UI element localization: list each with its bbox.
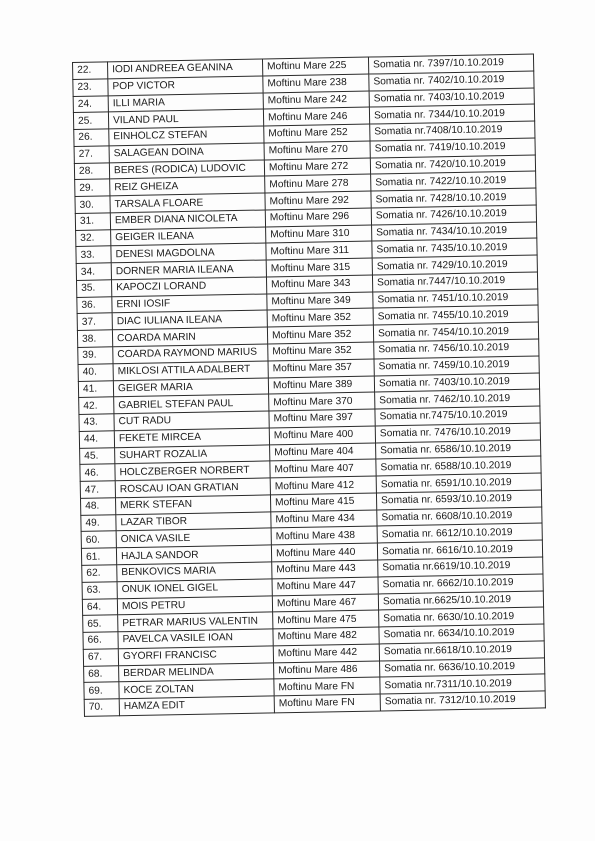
address-cell: Moftinu Mare 246 (263, 107, 369, 126)
name-cell: DENESI MAGDOLNA (111, 243, 266, 263)
address-cell: Moftinu Mare 438 (271, 526, 377, 545)
row-number-cell: 69. (84, 682, 119, 699)
address-cell: Moftinu Mare 242 (263, 91, 369, 110)
address-cell: Moftinu Mare FN (274, 677, 380, 696)
address-cell: Moftinu Mare 370 (269, 392, 375, 411)
address-cell: Moftinu Mare 315 (266, 258, 372, 277)
roster-table-body (73, 54, 546, 716)
address-cell: Moftinu Mare 352 (268, 342, 374, 361)
address-cell: Moftinu Mare 343 (266, 275, 372, 294)
address-cell: Moftinu Mare 404 (270, 443, 376, 462)
address-cell: Moftinu Mare 412 (270, 476, 376, 495)
address-cell: Moftinu Mare 310 (266, 225, 372, 244)
row-number-cell: 31. (75, 213, 110, 230)
name-cell: MERK STEFAN (115, 495, 270, 515)
document-cell: Somatia nr. 6591/10.10.2019 (376, 473, 541, 493)
name-cell: BENKOVICS MARIA (117, 562, 272, 582)
row-number-cell: 70. (84, 699, 119, 716)
table-container (72, 54, 544, 717)
row-number-cell: 23. (73, 79, 108, 96)
address-cell: Moftinu Mare 296 (265, 208, 371, 227)
roster-table (72, 54, 546, 717)
name-cell: GEIGER ILEANA (111, 227, 266, 247)
name-cell: IODI ANDREEA GEANINA (108, 59, 263, 79)
name-cell: SALAGEAN DOINA (109, 143, 264, 163)
document-cell: Somatia nr. 7451/10.10.2019 (373, 289, 538, 309)
document-cell: Somatia nr. 6662/10.10.2019 (378, 574, 543, 594)
document-cell: Somatia nr. 7397/10.10.2019 (368, 54, 533, 74)
row-number-cell: 26. (74, 129, 109, 146)
row-number-cell: 22. (73, 62, 108, 79)
row-number-cell: 24. (73, 95, 108, 112)
document-cell: Somatia nr. 7459/10.10.2019 (374, 356, 539, 376)
name-cell: GYORFI FRANCISC (118, 646, 273, 666)
row-number-cell: 42. (79, 397, 114, 414)
document-cell: Somatia nr. 7454/10.10.2019 (373, 322, 538, 342)
row-number-cell: 27. (74, 146, 109, 163)
document-cell: Somatia nr.6625/10.10.2019 (378, 590, 543, 610)
address-cell: Moftinu Mare 278 (265, 174, 371, 193)
name-cell: ILLI MARIA (108, 93, 263, 113)
address-cell: Moftinu Mare 352 (267, 309, 373, 328)
document-cell: Somatia nr. 6586/10.10.2019 (376, 440, 541, 460)
name-cell: VILAND PAUL (108, 109, 263, 129)
name-cell: DIAC IULIANA ILEANA (112, 310, 267, 330)
address-cell: Moftinu Mare 475 (273, 610, 379, 629)
document-cell: Somatia nr. 7426/10.10.2019 (371, 205, 536, 225)
name-cell: KAPOCZI LORAND (111, 277, 266, 297)
name-cell: BERDAR MELINDA (119, 662, 274, 682)
document-cell: Somatia nr. 7344/10.10.2019 (369, 104, 534, 124)
name-cell: LAZAR TIBOR (116, 512, 271, 532)
name-cell: MIKLOSI ATTILA ADALBERT (113, 361, 268, 381)
address-cell: Moftinu Mare 272 (264, 158, 370, 177)
address-cell: Moftinu Mare 486 (274, 661, 380, 680)
document-cell: Somatia nr.7475/10.10.2019 (375, 406, 540, 426)
address-cell: Moftinu Mare 447 (272, 577, 378, 596)
row-number-cell: 61. (81, 548, 116, 565)
row-number-cell: 62. (82, 565, 117, 582)
document-cell: Somatia nr. 6593/10.10.2019 (376, 490, 541, 510)
row-number-cell: 32. (76, 229, 111, 246)
row-number-cell: 43. (79, 414, 114, 431)
name-cell: BERES (RODICA) LUDOVIC (109, 160, 264, 180)
document-cell: Somatia nr. 7434/10.10.2019 (372, 222, 537, 242)
name-cell: TARSALA FLOARE (110, 193, 265, 213)
row-number-cell: 41. (78, 380, 113, 397)
document-cell: Somatia nr. 6612/10.10.2019 (377, 523, 542, 543)
document-cell: Somatia nr. 7456/10.10.2019 (374, 339, 539, 359)
row-number-cell: 40. (78, 364, 113, 381)
row-number-cell: 34. (76, 263, 111, 280)
document-cell: Somatia nr. 7422/10.10.2019 (371, 171, 536, 191)
address-cell: Moftinu Mare 349 (267, 292, 373, 311)
document-cell: Somatia nr. 7402/10.10.2019 (369, 71, 534, 91)
row-number-cell: 30. (75, 196, 110, 213)
document-cell: Somatia nr. 7419/10.10.2019 (370, 138, 535, 158)
row-number-cell: 29. (75, 179, 110, 196)
name-cell: POP VICTOR (108, 76, 263, 96)
name-cell: ERNI IOSIF (112, 294, 267, 314)
row-number-cell: 65. (83, 615, 118, 632)
name-cell: GABRIEL STEFAN PAUL (114, 394, 269, 414)
address-cell: Moftinu Mare 482 (273, 627, 379, 646)
name-cell: HAMZA EDIT (119, 696, 274, 716)
address-cell: Moftinu Mare FN (274, 694, 380, 713)
name-cell: GEIGER MARIA (113, 378, 268, 398)
name-cell: COARDA MARIN (112, 327, 267, 347)
name-cell: MOIS PETRU (117, 595, 272, 615)
row-number-cell: 66. (83, 632, 118, 649)
address-cell: Moftinu Mare 442 (273, 644, 379, 663)
address-cell: Moftinu Mare 352 (267, 325, 373, 344)
address-cell: Moftinu Mare 467 (272, 593, 378, 612)
row-number-cell: 64. (82, 598, 117, 615)
document-cell: Somatia nr.6619/10.10.2019 (378, 557, 543, 577)
document-cell: Somatia nr. 6634/10.10.2019 (379, 624, 544, 644)
row-number-cell: 39. (78, 347, 113, 364)
document-cell: Somatia nr.7408/10.10.2019 (370, 121, 535, 141)
document-cell: Somatia nr.7447/10.10.2019 (372, 272, 537, 292)
address-cell: Moftinu Mare 238 (263, 74, 369, 93)
name-cell: PAVELCA VASILE IOAN (118, 629, 273, 649)
name-cell: PETRAR MARIUS VALENTIN (118, 612, 273, 632)
row-number-cell: 47. (80, 481, 115, 498)
address-cell: Moftinu Mare 225 (262, 57, 368, 76)
address-cell: Moftinu Mare 434 (271, 510, 377, 529)
address-cell: Moftinu Mare 443 (272, 560, 378, 579)
address-cell: Moftinu Mare 400 (269, 426, 375, 445)
address-cell: Moftinu Mare 357 (268, 359, 374, 378)
row-number-cell: 38. (77, 330, 112, 347)
address-cell: Moftinu Mare 292 (265, 191, 371, 210)
name-cell: DORNER MARIA ILEANA (111, 260, 266, 280)
name-cell: EINHOLCZ STEFAN (109, 126, 264, 146)
row-number-cell: 28. (74, 162, 109, 179)
address-cell: Moftinu Mare 311 (266, 241, 372, 260)
row-number-cell: 36. (77, 297, 112, 314)
document-cell: Somatia nr. 7476/10.10.2019 (375, 423, 540, 443)
document-cell: Somatia nr. 7403/10.10.2019 (374, 373, 539, 393)
document-cell: Somatia nr. 7428/10.10.2019 (371, 188, 536, 208)
document-cell: Somatia nr. 6616/10.10.2019 (377, 540, 542, 560)
row-number-cell: 35. (77, 280, 112, 297)
row-number-cell: 46. (80, 464, 115, 481)
name-cell: REIZ GHEIZA (110, 176, 265, 196)
name-cell: HAJLA SANDOR (116, 545, 271, 565)
name-cell: FEKETE MIRCEA (114, 428, 269, 448)
address-cell: Moftinu Mare 397 (269, 409, 375, 428)
row-number-cell: 37. (77, 313, 112, 330)
row-number-cell: 48. (80, 498, 115, 515)
document-cell: Somatia nr. 6630/10.10.2019 (379, 607, 544, 627)
row-number-cell: 63. (82, 581, 117, 598)
name-cell: SUHART ROZALIA (115, 445, 270, 465)
address-cell: Moftinu Mare 389 (268, 376, 374, 395)
document-cell: Somatia nr. 6588/10.10.2019 (376, 456, 541, 476)
document-cell: Somatia nr. 7455/10.10.2019 (373, 305, 538, 325)
document-cell: Somatia nr. 7429/10.10.2019 (372, 255, 537, 275)
row-number-cell: 44. (79, 431, 114, 448)
document-cell: Somatia nr.6618/10.10.2019 (379, 641, 544, 661)
name-cell: ONUK IONEL GIGEL (117, 579, 272, 599)
address-cell: Moftinu Mare 415 (270, 493, 376, 512)
address-cell: Moftinu Mare 407 (270, 459, 376, 478)
row-number-cell: 60. (81, 531, 116, 548)
row-number-cell: 25. (73, 112, 108, 129)
document-cell: Somatia nr. 6636/10.10.2019 (380, 658, 545, 678)
document-cell: Somatia nr.7311/10.10.2019 (380, 674, 545, 694)
name-cell: KOCE ZOLTAN (119, 679, 274, 699)
document-cell: Somatia nr. 7312/10.10.2019 (380, 691, 545, 711)
row-number-cell: 67. (83, 649, 118, 666)
address-cell: Moftinu Mare 252 (264, 124, 370, 143)
name-cell: ROSCAU IOAN GRATIAN (115, 478, 270, 498)
document-cell: Somatia nr. 7435/10.10.2019 (372, 238, 537, 258)
name-cell: COARDA RAYMOND MARIUS (113, 344, 268, 364)
document-cell: Somatia nr. 7462/10.10.2019 (375, 389, 540, 409)
row-number-cell: 33. (76, 246, 111, 263)
document-cell: Somatia nr. 7420/10.10.2019 (370, 155, 535, 175)
name-cell: EMBER DIANA NICOLETA (110, 210, 265, 230)
address-cell: Moftinu Mare 270 (264, 141, 370, 160)
name-cell: ONICA VASILE (116, 528, 271, 548)
name-cell: CUT RADU (114, 411, 269, 431)
address-cell: Moftinu Mare 440 (271, 543, 377, 562)
row-number-cell: 45. (80, 447, 115, 464)
row-number-cell: 49. (81, 514, 116, 531)
document-cell: Somatia nr. 6608/10.10.2019 (377, 507, 542, 527)
row-number-cell: 68. (84, 665, 119, 682)
name-cell: HOLCZBERGER NORBERT (115, 461, 270, 481)
document-cell: Somatia nr. 7403/10.10.2019 (369, 88, 534, 108)
